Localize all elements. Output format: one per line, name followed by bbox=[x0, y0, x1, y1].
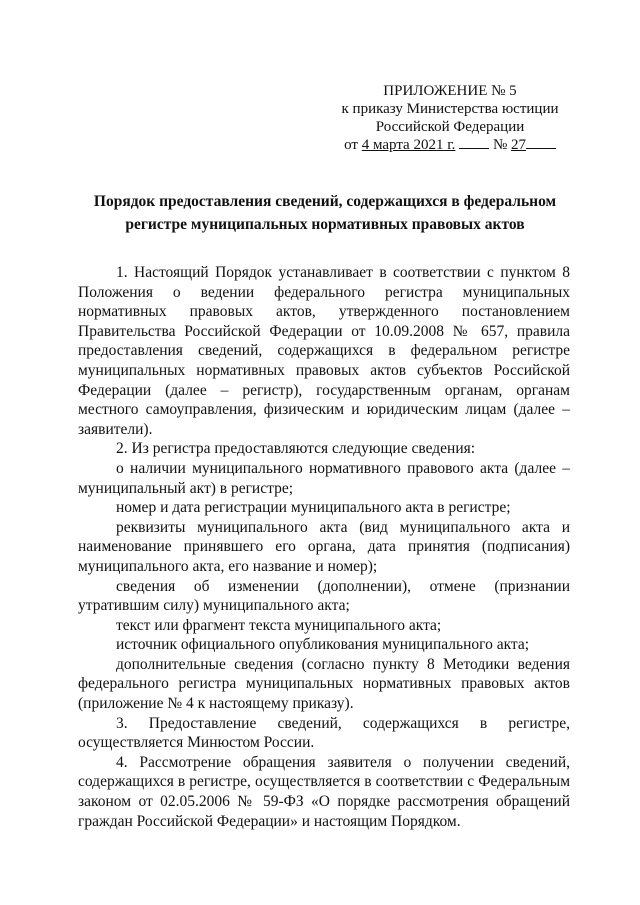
appendix-order-reference: к приказу Министерства юстиции bbox=[341, 101, 559, 117]
list-item-additional: дополнительные сведения (согласно пункту 8 Методики ведения федерального регистра муниципальных нормативных правовых актов (приложение № 4 к настоящему приказу). bbox=[78, 655, 570, 713]
list-item-presence: о наличии муниципального нормативного правового акта (далее – муниципальный акт) в регистре; bbox=[78, 459, 570, 497]
appendix-header bbox=[330, 82, 570, 154]
paragraph-4: 4. Рассмотрение обращения заявителя о получении сведений, содержащихся в регистре, осуществляется в соответствии с Федеральным законом от 02.05.2006 № 59-ФЗ «О порядке рассмотрения обращений граждан Российской Федерации» и настоящим Порядком. bbox=[78, 753, 570, 830]
order-number: 27 bbox=[511, 137, 526, 153]
date-underline bbox=[459, 148, 489, 149]
number-prefix: № bbox=[492, 137, 508, 153]
list-item-source: источник официального опубликования муниципального акта; bbox=[116, 636, 530, 654]
date-prefix: от bbox=[344, 137, 358, 153]
list-item-details: реквизиты муниципального акта (вид муниципального акта и наименование принявшего его органа, дата принятия (подписания) муниципального акта, его название и номер); bbox=[78, 518, 570, 575]
appendix-date-line bbox=[330, 136, 570, 154]
appendix-federation: Российской Федерации bbox=[375, 119, 525, 135]
appendix-label: ПРИЛОЖЕНИЕ № 5 bbox=[383, 83, 517, 99]
order-date: 4 марта 2021 г. bbox=[361, 137, 456, 153]
paragraph-2: 2. Из регистра предоставляются следующие сведения: bbox=[116, 440, 476, 458]
paragraph-3: 3. Предоставление сведений, содержащихся в регистре, осуществляется Минюстом России. bbox=[78, 714, 570, 752]
document-title: Порядок предоставления сведений, содержащихся в федеральном регистре муниципальных нормативных правовых актов bbox=[93, 193, 557, 233]
list-item-changes: сведения об изменении (дополнении), отмене (признании утратившим силу) муниципального акта; bbox=[78, 577, 570, 615]
list-item-registration: номер и дата регистрации муниципального акта в регистре; bbox=[116, 499, 511, 517]
document-body bbox=[78, 263, 570, 831]
paragraph-1: 1. Настоящий Порядок устанавливает в соответствии с пунктом 8 Положения о ведении федерального регистра муниципальных нормативных правовых актов, утвержденного постановлением Правительства Российской Федерации от 10.09.2008 № 657, правила предоставления сведений, содержащихся в федеральном регистре муниципальных нормативных правовых актов субъектов Российской Федерации (далее – регистр), государственным органам, органам местного самоуправления, физическим и юридическим лицам (далее – заявители). bbox=[78, 264, 570, 438]
number-underline bbox=[526, 148, 556, 149]
list-item-text: текст или фрагмент текста муниципального акта; bbox=[116, 616, 442, 634]
